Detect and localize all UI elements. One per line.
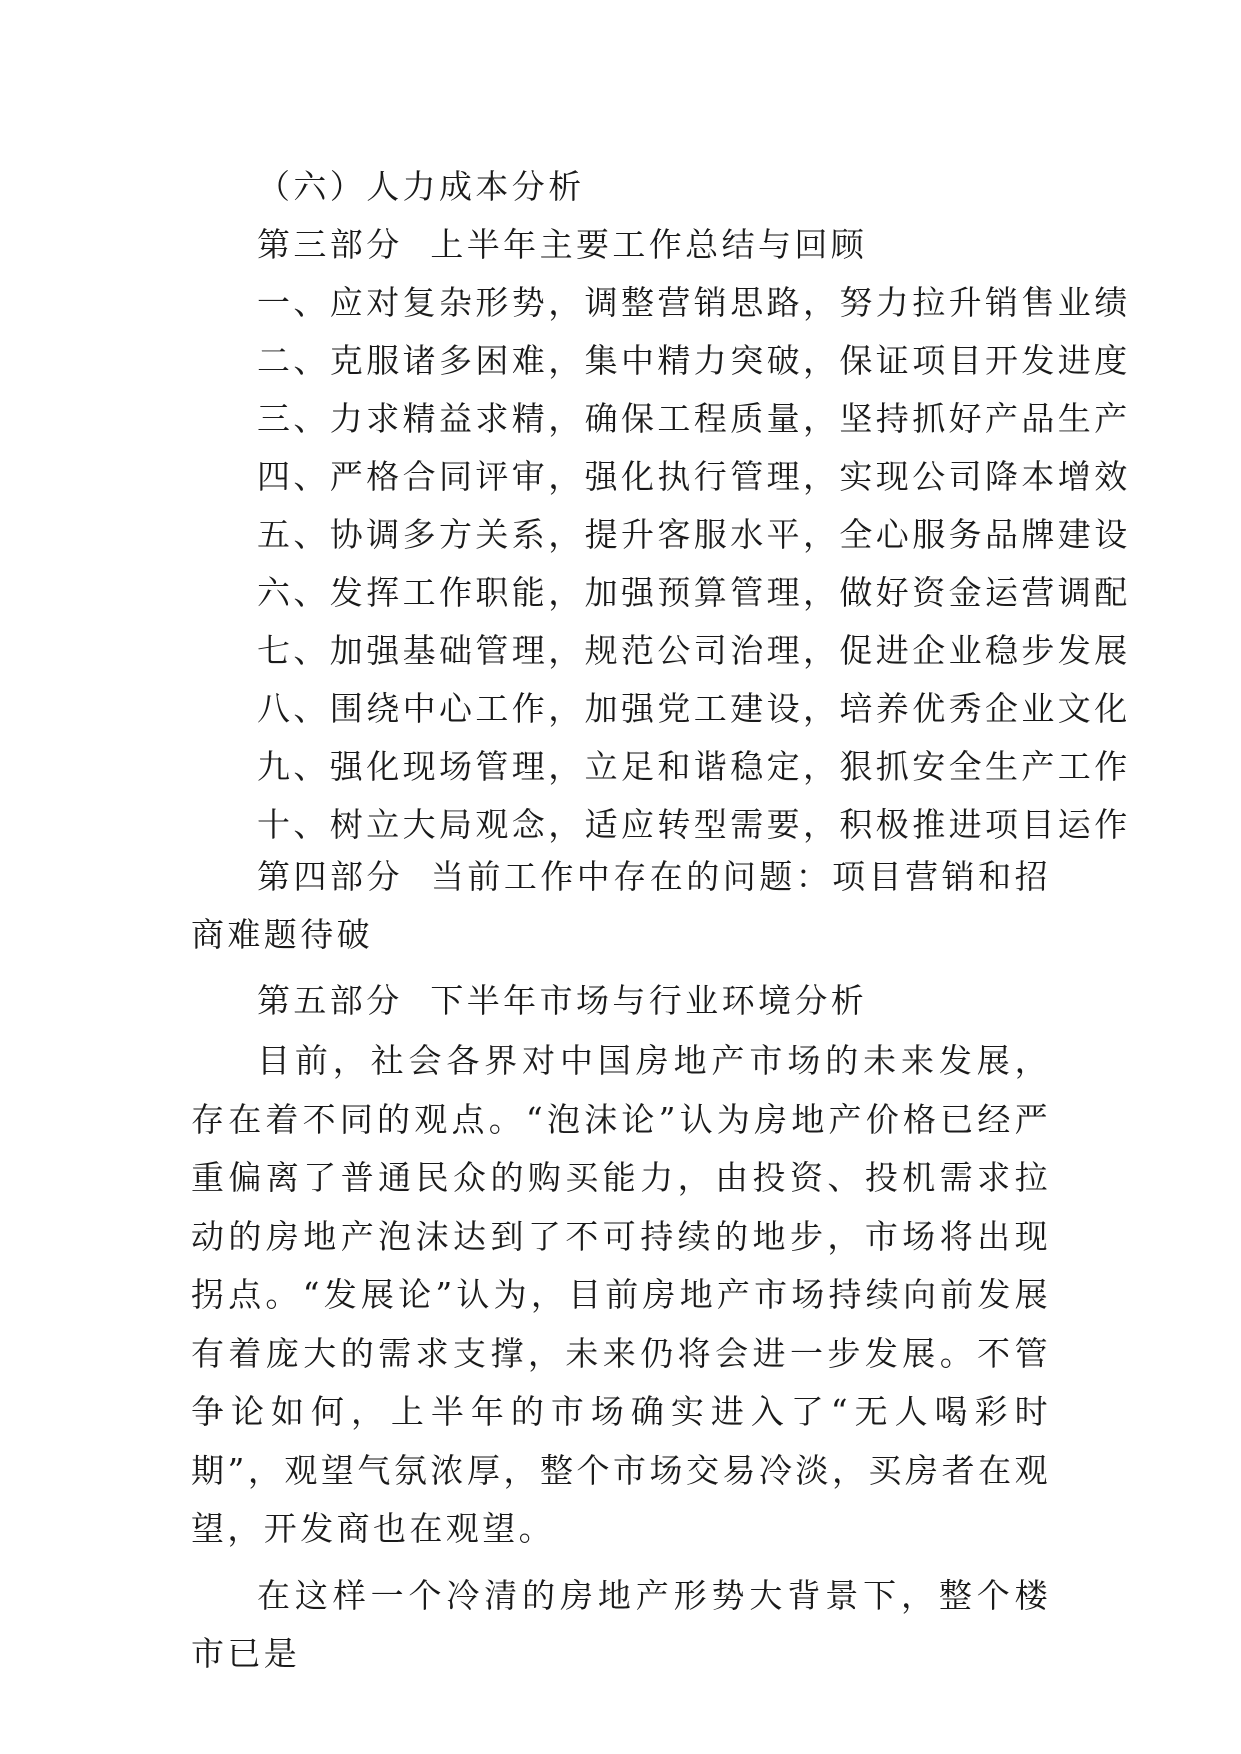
part5-heading: 第五部分 下半年市场与行业环境分析 <box>257 981 868 1020</box>
part3-heading: 第三部分 上半年主要工作总结与回顾 <box>257 225 868 264</box>
part3-item-2: 二、克服诸多困难，集中精力突破，保证项目开发进度 <box>257 341 1131 380</box>
part3-item-1: 一、应对复杂形势，调整营销思路，努力拉升销售业绩 <box>257 283 1131 322</box>
part3-item-10: 十、树立大局观念，适应转型需要，积极推进项目运作 <box>257 805 1131 844</box>
part4-heading: 第四部分 当前工作中存在的问题：项目营销和招商难题待破 <box>191 857 1051 954</box>
part3-item-3: 三、力求精益求精，确保工程质量，坚持抓好产品生产 <box>257 399 1131 438</box>
part3-item-5: 五、协调多方关系，提升客服水平，全心服务品牌建设 <box>257 515 1131 554</box>
body-paragraph-2: 在这样一个冷清的房地产形势大背景下，整个楼市已是 <box>191 1575 1051 1673</box>
part3-item-6: 六、发挥工作职能，加强预算管理，做好资金运营调配 <box>257 573 1131 612</box>
section-item-heading: （六）人力成本分析 <box>257 167 585 206</box>
body-paragraph-1: 目前，社会各界对中国房地产市场的未来发展，存在着不同的观点。“泡沫论”认为房地产价格已经严重偏离了普通民众的购买能力，由投资、投机需求拉动的房地产泡沫达到了不可持续的地步，市场将出现拐点。“发展论”认为，目前房地产市场持续向前发展有着庞大的需求支撑，未来仍将会进一步发展。不管争论如何，上半年的市场确实进入了“无人喝彩时期”，观望气氛浓厚，整个市场交易冷淡，买房者在观望，开发商也在观望。 <box>191 1041 1051 1548</box>
part3-item-9: 九、强化现场管理，立足和谐稳定，狠抓安全生产工作 <box>257 747 1131 786</box>
part3-item-8: 八、围绕中心工作，加强党工建设，培养优秀企业文化 <box>257 689 1131 728</box>
part3-item-7: 七、加强基础管理，规范公司治理，促进企业稳步发展 <box>257 631 1131 670</box>
part3-item-4: 四、严格合同评审，强化执行管理，实现公司降本增效 <box>257 457 1131 496</box>
document-body <box>191 158 1131 1684</box>
